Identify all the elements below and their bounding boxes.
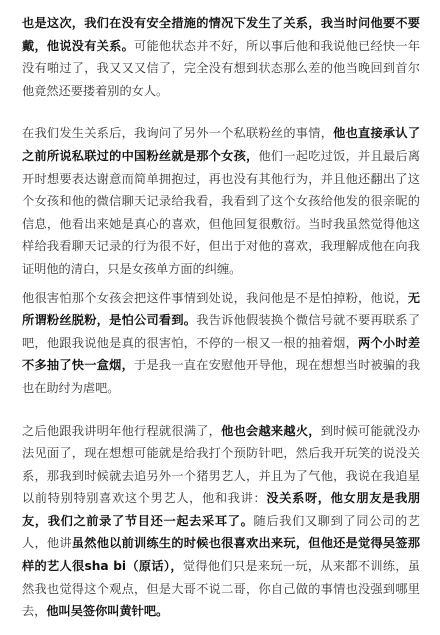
text-segment: 之后他跟我讲明年他行程就很满了，: [22, 423, 222, 438]
text-segment: 可能他状态并不好，所以事后他和我说他已经快一年没有啪过了，我又又又信了，完全没有想到状态那么差的他当晚回到首尔他竟然还要搂着别的女人。: [22, 38, 421, 98]
text-segment: 于是我一直在安慰他开导他，现在想想当时被骗的我也在助纣为虐吧。: [22, 358, 421, 395]
text-segment: 没关系呀，他女朋友是我朋友，我们之前录了节目还一起去采耳了。: [22, 491, 421, 528]
paragraph-1: [22, 12, 420, 102]
text-segment: 也是这次，我们在没有安全措施的情况下发生了关系，我当时问他要不要戴，他说没有关系。: [22, 16, 420, 53]
text-segment: 他也直接承认了之前所说私联过的中国粉丝就是那个女孩，: [22, 126, 421, 163]
text-segment: 无所谓粉丝脱粉，是怕公司看到。: [22, 290, 420, 328]
text-segment: 他们一起吃过饭，并且最后离开时想要表达谢意而简单拥抱过，再也没有其他行为，并且他还翻出了这个女孩和他的微信聊天记录给我看，我看到了这个女孩给他发的很亲昵的信息，他看出来她是真心的喜欢，但他回复很敷衍。当时我虽然觉得他这样给我看聊天记录的行为很不好，但出于对他的喜欢，我理解成他在向我证明他的清白，只是女孩单方面的纠缠。: [22, 148, 421, 276]
text-segment: 到时候可能就没办法见面了，现在想想可能就是给我打个预防针吧，然后我开玩笑的说没关系，那我到时候就去追另外一个猪男艺人，并且为了气他，我说在我追星以前特别特别喜欢这个男艺人，他和我讲：: [22, 423, 421, 506]
text-segment: 两个小时差不多抽了快一盒烟，: [22, 335, 421, 373]
text-segment: 我告诉他假装换个微信号就不要再联系了吧，他跟我说他是真的很害怕，不停的一根又一根的抽着烟，: [22, 313, 421, 350]
text-segment: 他很害怕那个女孩会把这件事情到处说，我问他是不是怕掉粉，他说，: [22, 290, 408, 305]
text-segment: 觉得他们只是来玩一玩，从来都不训练，虽然我也觉得这个观点，但是大哥不说二哥，你自己做的事情也没强到哪里去，: [22, 559, 421, 619]
paragraph-4: [22, 420, 420, 623]
text-segment: 在我们发生关系后，我询问了另外一个私联粉丝的事情，: [22, 126, 334, 141]
text-segment: 他叫吴签你叫黄针吧。: [46, 604, 169, 619]
paragraph-2: [22, 122, 420, 280]
paragraph-3: [22, 287, 420, 400]
paragraph-gap: [22, 400, 420, 420]
text-segment: 他也会越来越火，: [221, 423, 321, 438]
paragraph-gap: [22, 102, 420, 122]
text-segment: 虽然他以前训练生的时候也很喜欢出来玩，但他还是觉得吴签那样的艺人很sha bi（原话），: [22, 536, 421, 574]
text-segment: 随后我们又聊到了同公司的艺人，他讲: [22, 513, 421, 551]
